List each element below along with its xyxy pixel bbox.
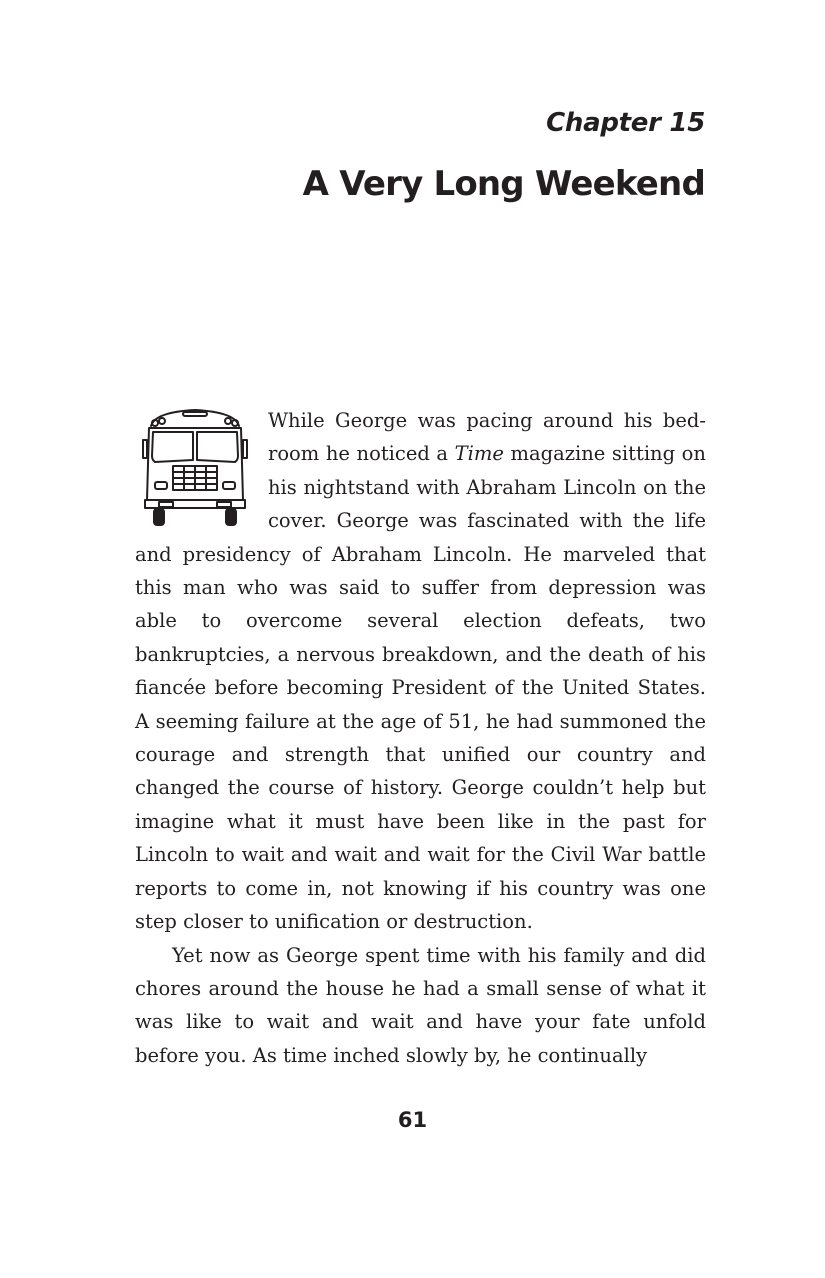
paragraph-1-part-2: magazine sitting on his nightstand with Abraham Lincoln on the cover. George was fascinated with the life and presidency of Abraham Lincoln. He marveled that this man who was said to suffer from depression was able to overcome several election defeats, two bankruptcies, a nervous breakdown, and the death of his fiancée before becoming President of the United States. A seeming failure at the age of 51, he had summoned the courage and strength that unified our country and changed the course of history. George couldn’t help but imagine what it must have been like in the past for Lincoln to wait and wait and wait for the Civil War battle reports to come in, not knowing if his country was one step closer to unification or destruction. [135,442,706,934]
page-number: 61 [397,1108,428,1132]
chapter-title: A Very Long Weekend [302,164,705,204]
school-bus-icon [135,404,257,528]
body-text [135,404,706,1072]
chapter-label: Chapter 15 [546,108,705,138]
school-bus-illustration [135,404,262,531]
paragraph-2: Yet now as George spent time with his family and did chores around the house he had a small sense of what it was like to wait and wait and have your fate unfold before you. As time inched slowly by, he continually [135,943,706,1067]
paragraph-1-part-1: While George was pacing around his bedroom he noticed a [268,409,706,466]
magazine-title: Time [454,442,504,466]
